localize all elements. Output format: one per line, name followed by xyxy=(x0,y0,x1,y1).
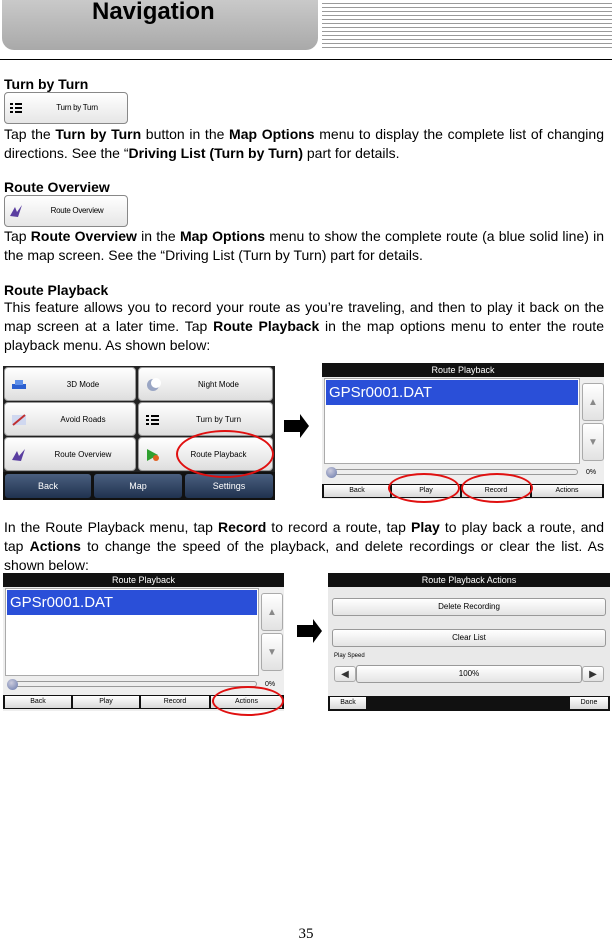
slider-knob xyxy=(7,679,18,690)
back-button: Back xyxy=(5,474,91,498)
recording-item: GPSr0001.DAT xyxy=(326,380,578,405)
recordings-list xyxy=(324,378,580,464)
recordings-list xyxy=(5,588,259,676)
3d-mode-button: 3D Mode xyxy=(4,367,136,401)
turn-by-turn-option-button: Turn by Turn xyxy=(138,402,273,436)
route-overview-button xyxy=(4,195,128,227)
map-button: Map xyxy=(94,474,182,498)
play-speed-label: Play Speed xyxy=(334,653,365,659)
list-icon xyxy=(145,413,161,427)
back-button: Back xyxy=(330,697,366,709)
scroll-up-button: ▲ xyxy=(261,593,283,631)
avoid-roads-button: Avoid Roads xyxy=(4,402,136,436)
delete-recording-button: Delete Recording xyxy=(332,598,606,616)
route-playback-actions-screenshot xyxy=(328,573,610,711)
slider-knob xyxy=(326,467,337,478)
progress-slider xyxy=(328,469,578,475)
night-mode-button: Night Mode xyxy=(138,367,273,401)
record-button: Record xyxy=(141,696,209,708)
highlight-circle-play xyxy=(388,473,460,503)
route-playback-title: Route Playback xyxy=(322,363,604,377)
turn-by-turn-paragraph: Tap the Turn by Turn button in the Map Options menu to display the complete list of changing directions. See the “Driving List (Turn by Turn) part for details. xyxy=(4,126,604,161)
header-rule xyxy=(0,59,612,60)
scroll-down-button: ▼ xyxy=(582,423,604,461)
scroll-up-button: ▲ xyxy=(582,383,604,421)
route-playback-title: Route Playback xyxy=(3,573,284,587)
speed-increase-button: ▶ xyxy=(582,666,604,682)
speed-decrease-button: ◀ xyxy=(334,666,356,682)
done-button: Done xyxy=(570,697,608,709)
car-icon xyxy=(11,378,27,392)
page-title: Navigation xyxy=(92,0,215,25)
settings-button: Settings xyxy=(185,474,273,498)
page-number: 35 xyxy=(298,926,314,942)
highlight-circle-actions xyxy=(212,686,284,716)
right-arrow-icon xyxy=(297,619,323,643)
recording-item: GPSr0001.DAT xyxy=(7,590,257,615)
progress-percent: 0% xyxy=(265,681,276,688)
progress-slider xyxy=(9,681,257,687)
route-playback-paragraph-2: In the Route Playback menu, tap Record to record a route, tap Play to play back a route, and tap Actions to change the speed of the playback, and delete recordings or clear the list. As shown below: xyxy=(4,519,604,573)
clear-list-button: Clear List xyxy=(332,629,606,647)
header-decoration xyxy=(322,0,612,50)
turn-by-turn-button xyxy=(4,92,128,124)
back-button: Back xyxy=(324,485,390,497)
route-icon xyxy=(11,448,27,462)
right-arrow-icon xyxy=(284,414,310,438)
section-title-route-playback: Route Playback xyxy=(4,282,109,298)
play-button: Play xyxy=(392,485,460,497)
moon-icon xyxy=(145,378,161,392)
route-icon xyxy=(9,204,23,218)
back-button: Back xyxy=(5,696,71,708)
list-icon xyxy=(9,101,23,115)
route-playback-screenshot-1 xyxy=(322,363,604,499)
actions-button: Actions xyxy=(211,696,282,708)
header-tab xyxy=(2,0,318,50)
scroll-down-button: ▼ xyxy=(261,633,283,671)
section-title-turn-by-turn: Turn by Turn xyxy=(4,76,89,92)
avoid-roads-icon xyxy=(11,413,27,427)
route-playback-option-button: Route Playback xyxy=(138,437,273,471)
record-button: Record xyxy=(462,485,530,497)
section-title-route-overview: Route Overview xyxy=(4,179,110,195)
route-playback-paragraph-1: This feature allows you to record your route as you’re traveling, and then to play it back on the map screen at a later time. Tap Route Playback in the map options menu to enter the route playback menu. As shown below: xyxy=(4,299,604,353)
highlight-circle-route-playback xyxy=(176,430,274,478)
actions-title: Route Playback Actions xyxy=(328,573,610,587)
route-overview-option-button: Route Overview xyxy=(4,437,136,471)
route-overview-button-label: Route Overview xyxy=(50,206,104,215)
actions-bottom-bar xyxy=(328,696,610,711)
playback-icon xyxy=(145,448,161,462)
progress-percent: 0% xyxy=(586,469,597,476)
turn-by-turn-button-label: Turn by Turn xyxy=(56,103,98,112)
highlight-circle-record xyxy=(461,473,533,503)
play-speed-value: 100% xyxy=(356,665,582,683)
play-button: Play xyxy=(73,696,139,708)
actions-button: Actions xyxy=(532,485,602,497)
route-overview-paragraph: Tap Route Overview in the Map Options menu to show the complete route (a blue solid line) in the map screen. See the “Driving List (Turn by Turn) part for details. xyxy=(4,228,605,263)
